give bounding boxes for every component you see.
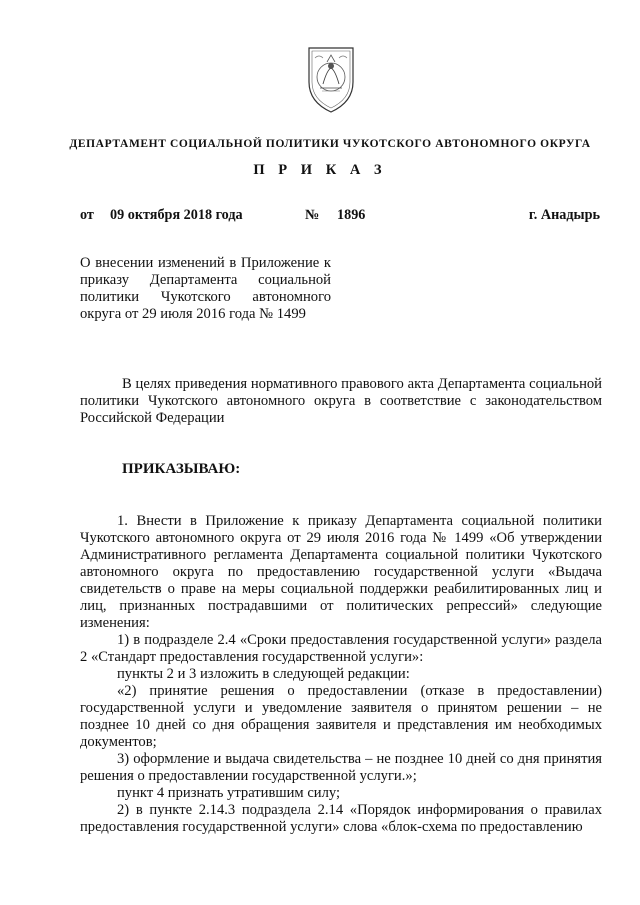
body-paragraph: пункт 4 признать утратившим силу; <box>117 785 341 801</box>
body-paragraph: 3) оформление и выдача свидетельства – не позднее 10 дней со дня принятия решения о предоставлении государственной услуги.»; <box>80 751 602 784</box>
from-label: от <box>80 207 94 223</box>
place: г. Анадырь <box>528 207 600 223</box>
body-paragraph: 1) в подразделе 2.4 «Сроки предоставления государственной услуги» раздела 2 «Стандарт предоставления государственной услуги»: <box>80 632 602 665</box>
preamble-text: В целях приведения нормативного правового акта Департамента социальной политики Чукотского автономного округа в соответствие с законодательством Российской Федерации <box>80 376 602 426</box>
document-subject: О внесении изменений в Приложение к приказу Департамента социальной политики Чукотского автономного округа от 29 июля 2016 года № 1499 <box>80 255 331 322</box>
order-number: 1896 <box>337 207 366 223</box>
body-paragraph: «2) принятие решения о предоставлении (отказе в предоставлении) государственной услуги и уведомление заявителя о принятом решении – не позднее 10 дней со дня обращения заявителя и представления им необходимых документов; <box>80 683 602 750</box>
date-number-line <box>80 207 600 227</box>
body-paragraph: 2) в пункте 2.14.3 подраздела 2.14 «Порядок информирования о правилах предоставления государственной услуги» слова «блок-схема по предоставлению <box>80 802 602 835</box>
order-date: 09 октября 2018 года <box>110 207 243 223</box>
department-name: ДЕПАРТАМЕНТ СОЦИАЛЬНОЙ ПОЛИТИКИ ЧУКОТСКОГО АВТОНОМНОГО ОКРУГА <box>69 138 591 150</box>
order-keyword: ПРИКАЗЫВАЮ: <box>122 461 241 477</box>
number-label: № <box>305 207 320 223</box>
document-body <box>80 513 602 836</box>
body-paragraph: пункты 2 и 3 изложить в следующей редакции: <box>117 666 410 682</box>
document-title: П Р И К А З <box>253 162 387 178</box>
body-paragraph: 1. Внести в Приложение к приказу Департамента социальной политики Чукотского автономного округа от 29 июля 2016 года № 1499 «Об утверждении Административного регламента Департамента социальной политики Чукотского автономного округа по предоставлению государственной услуги «Выдача свидетельств о праве на меры социальной поддержки реабилитированных лиц и лиц, признанных пострадавшими от политических репрессий» следующие изменения: <box>80 513 602 631</box>
preamble <box>80 376 602 427</box>
chukotka-coat-of-arms-icon <box>301 40 361 120</box>
